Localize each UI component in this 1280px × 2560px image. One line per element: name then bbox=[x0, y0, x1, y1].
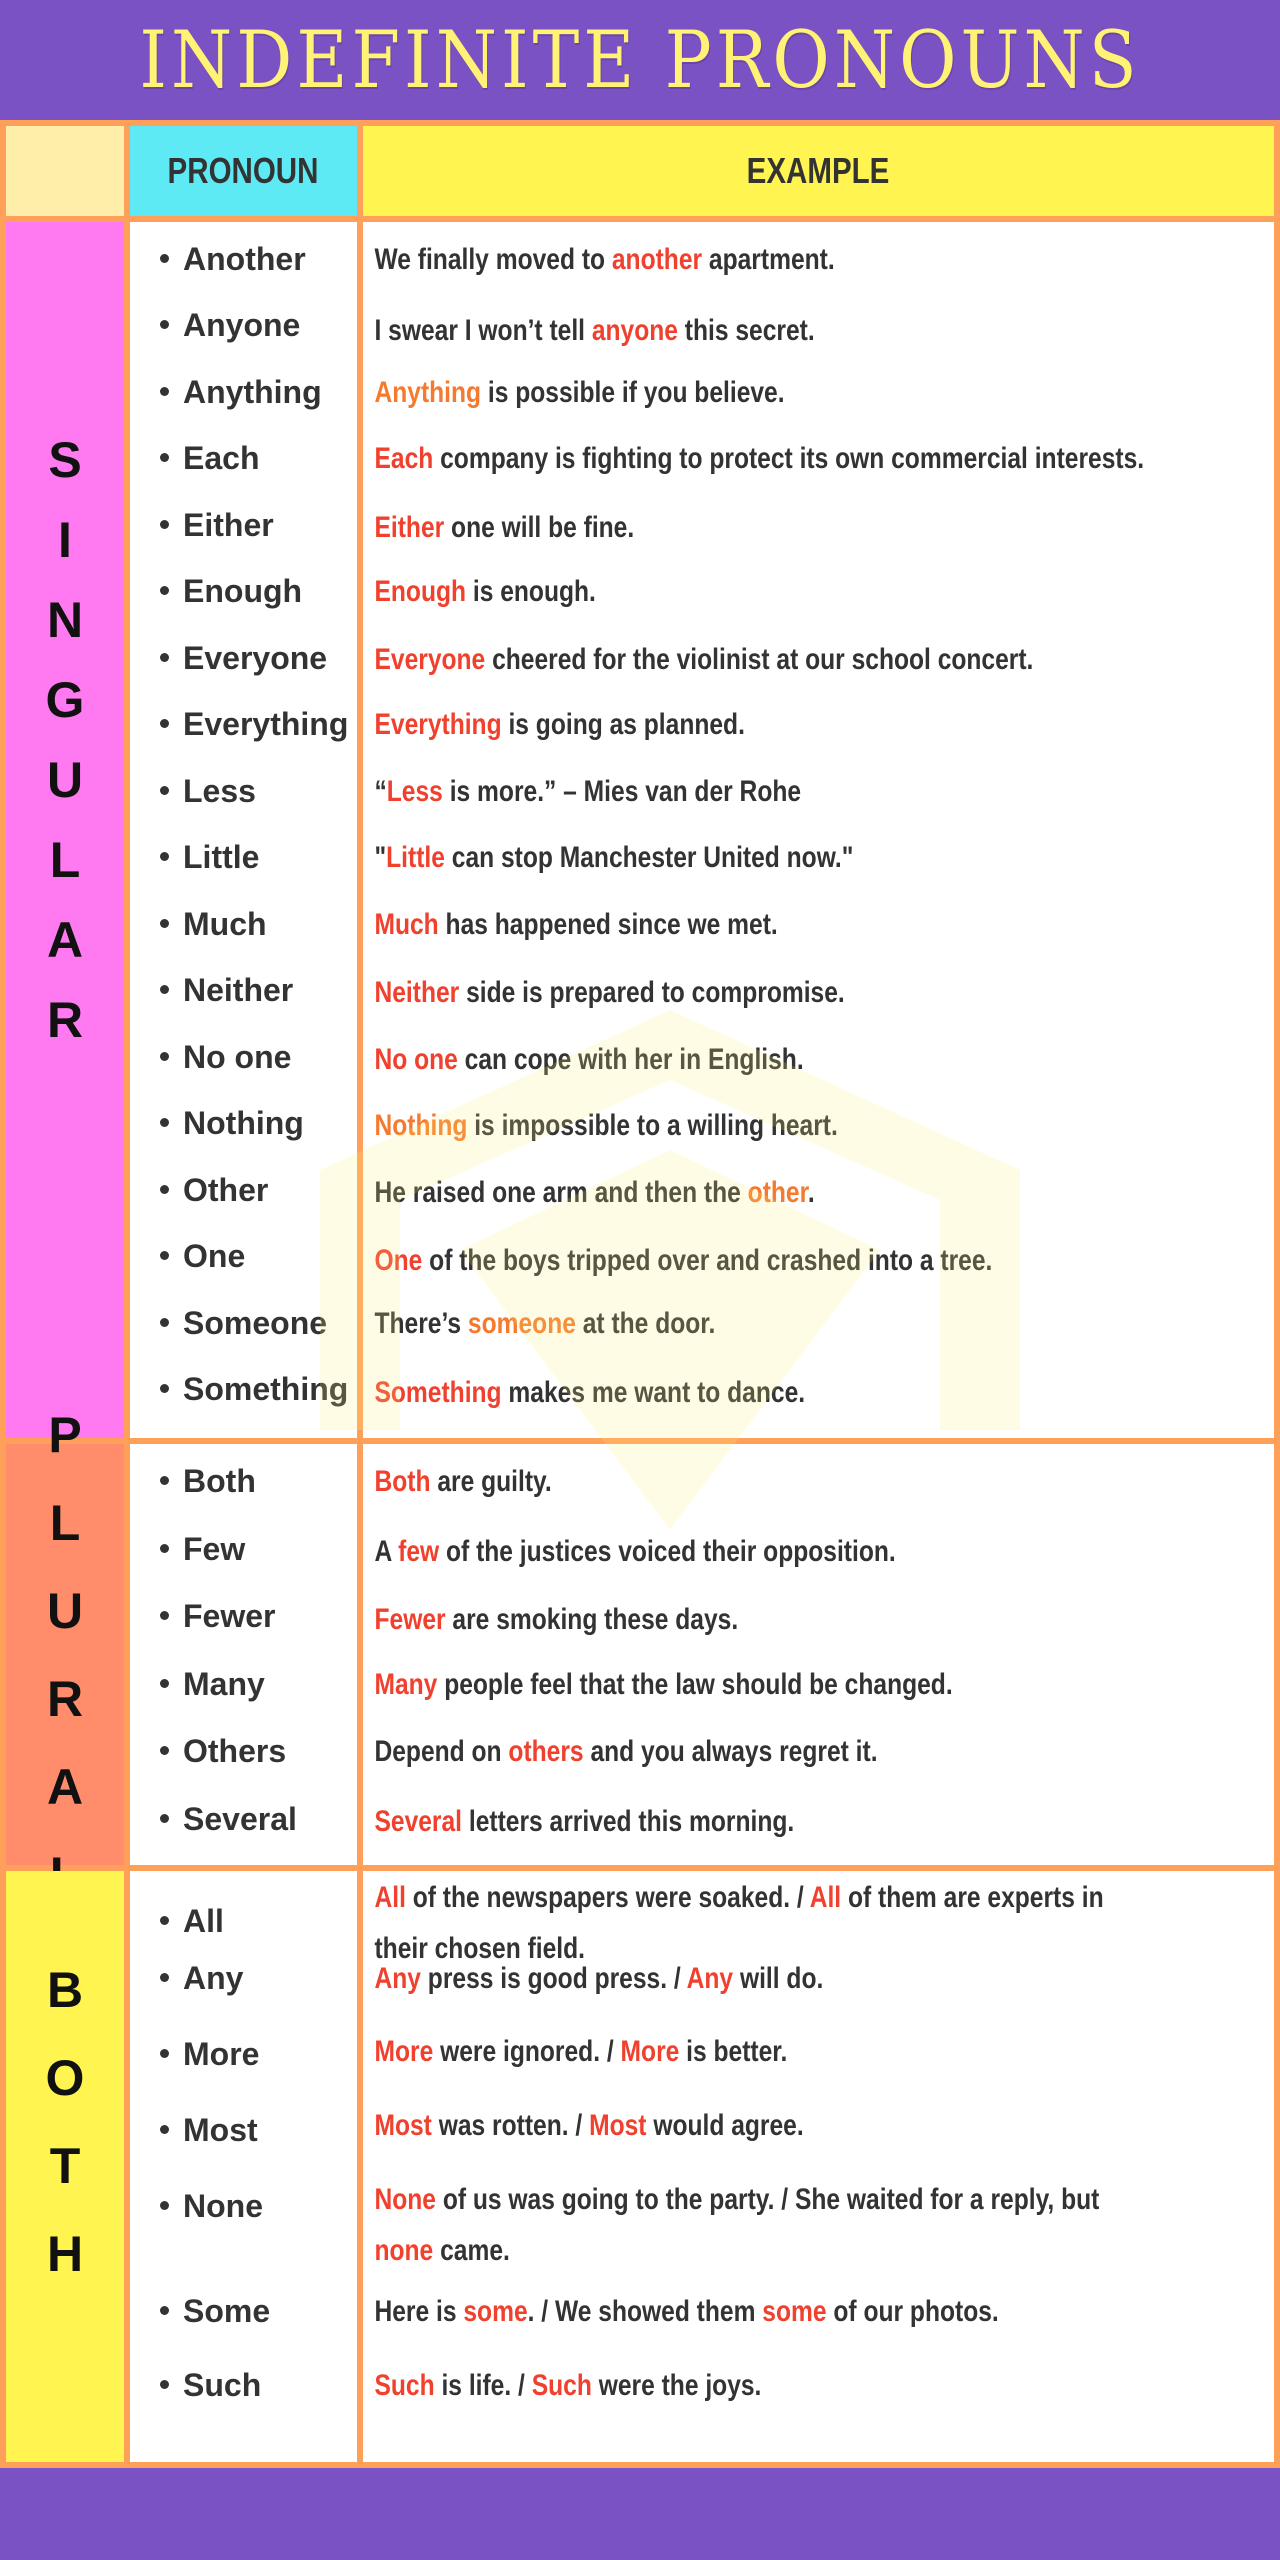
example-sentence bbox=[363, 1798, 1274, 1844]
highlighted-pronoun: Many bbox=[374, 1667, 438, 1701]
highlighted-pronoun: Everyone bbox=[374, 642, 486, 676]
header-blank-cell bbox=[6, 126, 124, 216]
pronoun-table bbox=[0, 120, 1280, 2468]
highlighted-pronoun: few bbox=[398, 1534, 440, 1568]
section-label-letter: I bbox=[58, 512, 72, 568]
pronoun-label: Either bbox=[183, 506, 274, 543]
pronoun-label: Everyone bbox=[183, 639, 328, 676]
section-label-singular bbox=[6, 222, 124, 1438]
pronoun-list-item bbox=[130, 569, 357, 613]
bullet-icon bbox=[160, 2380, 169, 2389]
example-sentence bbox=[363, 1528, 1274, 1574]
pronoun-label: Everything bbox=[183, 705, 349, 742]
example-text: He raised one arm and then the bbox=[374, 1175, 748, 1209]
highlighted-pronoun: Most bbox=[374, 2108, 432, 2142]
section-label-text bbox=[45, 432, 85, 1048]
bullet-icon bbox=[160, 985, 169, 994]
example-text: is going as planned. bbox=[501, 707, 745, 741]
example-text: one will be fine. bbox=[444, 510, 635, 544]
pronoun-label: One bbox=[183, 1237, 246, 1274]
pronoun-list-item bbox=[130, 2108, 357, 2152]
section-label-letter: A bbox=[46, 1758, 84, 1815]
pronoun-list-item bbox=[130, 636, 357, 680]
pronoun-list-item bbox=[130, 2289, 357, 2333]
example-sentence bbox=[363, 1300, 1274, 1346]
example-sentence bbox=[363, 1596, 1274, 1642]
pronoun-list-item bbox=[130, 835, 357, 879]
pronoun-label: All bbox=[183, 1902, 224, 1939]
example-column-plural bbox=[363, 1444, 1274, 1865]
example-text: cheered for the violinist at our school concert. bbox=[485, 642, 1034, 676]
pronoun-column-plural bbox=[130, 1444, 357, 1865]
pronoun-list-item bbox=[130, 1729, 357, 1773]
example-sentence bbox=[363, 2362, 1274, 2408]
bullet-icon bbox=[160, 320, 169, 329]
title-banner bbox=[0, 0, 1280, 120]
page-title: INDEFINITE PRONOUNS bbox=[139, 14, 1141, 106]
pronoun-label: Many bbox=[183, 1665, 265, 1702]
example-text: . / We showed them bbox=[527, 2294, 763, 2328]
example-column-both bbox=[363, 1871, 1274, 2462]
pronoun-label: Anything bbox=[183, 373, 322, 410]
example-sentence bbox=[363, 504, 1274, 550]
highlighted-pronoun: More bbox=[374, 2034, 434, 2068]
highlighted-pronoun: Much bbox=[374, 907, 439, 941]
pronoun-list-item bbox=[130, 1956, 357, 2000]
pronoun-list-item bbox=[130, 1662, 357, 1706]
example-text: people feel that the law should be changed. bbox=[437, 1667, 953, 1701]
example-text: are guilty. bbox=[430, 1464, 552, 1498]
example-text: of the justices voiced their opposition. bbox=[439, 1534, 896, 1568]
bullet-icon bbox=[160, 1679, 169, 1688]
highlighted-pronoun: No one bbox=[374, 1042, 458, 1076]
example-text: were ignored. / bbox=[433, 2034, 621, 2068]
bullet-icon bbox=[160, 1052, 169, 1061]
section-label-letter: L bbox=[49, 1494, 81, 1551]
example-sentence bbox=[363, 969, 1274, 1015]
bullet-icon bbox=[160, 1544, 169, 1553]
example-sentence bbox=[363, 834, 1274, 880]
highlighted-pronoun: Any bbox=[686, 1961, 734, 1995]
pronoun-list-item bbox=[130, 1527, 357, 1571]
example-text: . bbox=[807, 1175, 815, 1209]
example-sentence bbox=[363, 2102, 1274, 2148]
section-label-text bbox=[46, 1406, 84, 1900]
header-pronoun-label: PRONOUN bbox=[168, 150, 319, 191]
example-text: can stop Manchester United now." bbox=[444, 840, 854, 874]
example-text: company is fighting to protect its own commercial interests. bbox=[433, 441, 1145, 475]
example-column-singular bbox=[363, 222, 1274, 1438]
bullet-icon bbox=[160, 1476, 169, 1485]
pronoun-column-both bbox=[130, 1871, 357, 2462]
highlighted-pronoun: Nothing bbox=[374, 1108, 468, 1142]
pronoun-list-item bbox=[130, 1367, 357, 1411]
example-text: Depend on bbox=[374, 1734, 509, 1768]
pronoun-label: Someone bbox=[183, 1304, 328, 1341]
bullet-icon bbox=[160, 1251, 169, 1260]
highlighted-pronoun: Anything bbox=[374, 375, 482, 409]
section-label-text bbox=[45, 1961, 85, 2282]
highlighted-pronoun: None bbox=[374, 2183, 436, 2216]
highlighted-pronoun: other bbox=[747, 1175, 808, 1209]
bullet-icon bbox=[160, 719, 169, 728]
example-text: was rotten. / bbox=[431, 2108, 590, 2142]
bullet-icon bbox=[160, 586, 169, 595]
pronoun-list-item bbox=[130, 968, 357, 1012]
highlighted-pronoun: Either bbox=[374, 510, 445, 544]
pronoun-list-item bbox=[130, 1234, 357, 1278]
pronoun-list-item bbox=[130, 2184, 357, 2228]
example-text: has happened since we met. bbox=[438, 907, 778, 941]
pronoun-label: Enough bbox=[183, 572, 303, 609]
example-text: press is good press. / bbox=[420, 1961, 687, 1995]
example-text: side is prepared to compromise. bbox=[459, 975, 845, 1009]
example-sentence bbox=[363, 1458, 1274, 1504]
pronoun-label: Both bbox=[183, 1462, 256, 1499]
example-text: is life. / bbox=[434, 2368, 532, 2402]
section-label-letter: A bbox=[46, 912, 84, 968]
section-label-letter: P bbox=[48, 1406, 82, 1463]
pronoun-label: Little bbox=[183, 838, 260, 875]
bullet-icon bbox=[160, 1814, 169, 1823]
example-text: is possible if you believe. bbox=[481, 375, 785, 409]
example-text: " bbox=[374, 840, 387, 874]
section-label-letter: T bbox=[49, 2137, 81, 2194]
highlighted-pronoun: Any bbox=[374, 1961, 421, 1995]
section-label-letter: L bbox=[49, 832, 81, 888]
highlighted-pronoun: Such bbox=[374, 2368, 435, 2402]
pronoun-label: Such bbox=[183, 2366, 262, 2403]
pronoun-list-item bbox=[130, 303, 357, 347]
pronoun-label: Each bbox=[183, 439, 260, 476]
bullet-icon bbox=[160, 453, 169, 462]
example-text: letters arrived this morning. bbox=[462, 1804, 795, 1838]
highlighted-pronoun: anyone bbox=[591, 313, 678, 347]
highlighted-pronoun: All bbox=[374, 1881, 406, 1914]
example-sentence bbox=[363, 2173, 1274, 2277]
example-sentence bbox=[363, 701, 1274, 747]
highlighted-pronoun: All bbox=[809, 1881, 842, 1914]
pronoun-label: Any bbox=[183, 1959, 244, 1996]
section-label-letter: O bbox=[45, 2049, 85, 2106]
example-sentence bbox=[363, 568, 1274, 614]
pronoun-label: Neither bbox=[183, 971, 294, 1008]
example-sentence bbox=[363, 435, 1274, 481]
section-label-letter: R bbox=[46, 1670, 84, 1727]
example-sentence bbox=[363, 636, 1274, 682]
bullet-icon bbox=[160, 254, 169, 263]
header-example-label: EXAMPLE bbox=[747, 150, 890, 191]
pronoun-list-item bbox=[130, 237, 357, 281]
highlighted-pronoun: More bbox=[620, 2034, 680, 2068]
example-sentence bbox=[363, 1661, 1274, 1707]
header-example bbox=[363, 126, 1274, 216]
section-label-plural bbox=[6, 1406, 124, 1865]
pronoun-list-item bbox=[130, 1101, 357, 1145]
pronoun-list-item bbox=[130, 436, 357, 480]
pronoun-list-item bbox=[130, 370, 357, 414]
highlighted-pronoun: some bbox=[762, 2294, 827, 2328]
pronoun-label: Another bbox=[183, 240, 306, 277]
pronoun-label: Several bbox=[183, 1800, 297, 1837]
example-text: is better. bbox=[679, 2034, 788, 2068]
bullet-icon bbox=[160, 786, 169, 795]
section-label-letter: B bbox=[46, 1961, 84, 2018]
bullet-icon bbox=[160, 1384, 169, 1393]
section-label-letter: R bbox=[46, 992, 84, 1048]
example-sentence bbox=[363, 1237, 1274, 1283]
highlighted-pronoun: Such bbox=[531, 2368, 592, 2402]
pronoun-label: Something bbox=[183, 1370, 349, 1407]
highlighted-pronoun: Something bbox=[374, 1375, 502, 1409]
highlighted-pronoun: Enough bbox=[374, 574, 467, 608]
example-text: of the newspapers were soaked. / bbox=[405, 1881, 810, 1914]
example-text: will do. bbox=[733, 1961, 824, 1995]
example-text: I swear I won’t tell bbox=[374, 313, 592, 347]
pronoun-label: Much bbox=[183, 905, 267, 942]
example-text: of the boys tripped over and crashed into a tree. bbox=[422, 1243, 993, 1277]
pronoun-list-item bbox=[130, 1035, 357, 1079]
pronoun-list-item bbox=[130, 902, 357, 946]
example-text: is more.” – Mies van der Rohe bbox=[442, 774, 802, 808]
bullet-icon bbox=[160, 2049, 169, 2058]
pronoun-label: None bbox=[183, 2187, 263, 2224]
pronoun-column-singular bbox=[130, 222, 357, 1438]
example-sentence bbox=[363, 2028, 1274, 2074]
pronoun-list-item bbox=[130, 769, 357, 813]
highlighted-pronoun: Little bbox=[386, 840, 445, 874]
pronoun-label: Most bbox=[183, 2111, 258, 2148]
highlighted-pronoun: Each bbox=[374, 441, 434, 475]
example-text: were the joys. bbox=[591, 2368, 762, 2402]
example-text: makes me want to dance. bbox=[501, 1375, 806, 1409]
example-sentence bbox=[363, 1728, 1274, 1774]
pronoun-label: Anyone bbox=[183, 306, 301, 343]
example-text: can cope with her in English. bbox=[457, 1042, 804, 1076]
pronoun-list-item bbox=[130, 2363, 357, 2407]
example-text: are smoking these days. bbox=[445, 1602, 739, 1636]
example-sentence bbox=[363, 369, 1274, 415]
example-text: of us was going to the party. / She waited for a reply, but bbox=[435, 2183, 1100, 2216]
highlighted-pronoun: Neither bbox=[374, 975, 460, 1009]
pronoun-label: Some bbox=[183, 2292, 271, 2329]
bullet-icon bbox=[160, 387, 169, 396]
pronoun-list-item bbox=[130, 1301, 357, 1345]
bullet-icon bbox=[160, 653, 169, 662]
bullet-icon bbox=[160, 919, 169, 928]
pronoun-list-item bbox=[130, 702, 357, 746]
example-text: is enough. bbox=[466, 574, 596, 608]
highlighted-pronoun: someone bbox=[467, 1306, 576, 1340]
example-text: came. bbox=[433, 2234, 510, 2267]
bullet-icon bbox=[160, 2201, 169, 2210]
highlighted-pronoun: Most bbox=[589, 2108, 647, 2142]
example-sentence bbox=[363, 2288, 1274, 2334]
pronoun-list-item bbox=[130, 1594, 357, 1638]
pronoun-list-item bbox=[130, 503, 357, 547]
pronoun-label: Other bbox=[183, 1171, 269, 1208]
highlighted-pronoun: One bbox=[374, 1243, 423, 1277]
example-text: A bbox=[374, 1534, 399, 1568]
bullet-icon bbox=[160, 1118, 169, 1127]
example-sentence bbox=[363, 1036, 1274, 1082]
highlighted-pronoun: another bbox=[611, 242, 703, 276]
bullet-icon bbox=[160, 2125, 169, 2134]
example-text: of our photos. bbox=[826, 2294, 999, 2328]
bullet-icon bbox=[160, 520, 169, 529]
pronoun-label: Nothing bbox=[183, 1104, 304, 1141]
example-text: We finally moved to bbox=[374, 242, 612, 276]
example-sentence bbox=[363, 1169, 1274, 1215]
highlighted-pronoun: Less bbox=[386, 774, 443, 808]
highlighted-pronoun: others bbox=[508, 1734, 584, 1768]
highlighted-pronoun: Fewer bbox=[374, 1602, 446, 1636]
section-label-letter: S bbox=[48, 432, 82, 488]
example-sentence bbox=[363, 236, 1274, 282]
example-text: “ bbox=[374, 774, 387, 808]
bullet-icon bbox=[160, 1611, 169, 1620]
highlighted-pronoun: Both bbox=[374, 1464, 431, 1498]
pronoun-list-item bbox=[130, 2032, 357, 2076]
bullet-icon bbox=[160, 1318, 169, 1327]
example-text: is impossible to a willing heart. bbox=[467, 1108, 838, 1142]
bullet-icon bbox=[160, 1746, 169, 1755]
section-label-letter: U bbox=[46, 752, 84, 808]
example-sentence bbox=[363, 768, 1274, 814]
bullet-icon bbox=[160, 1185, 169, 1194]
highlighted-pronoun: Several bbox=[374, 1804, 463, 1838]
section-label-letter: N bbox=[46, 592, 84, 648]
header-pronoun bbox=[130, 126, 357, 216]
example-text: and you always regret it. bbox=[583, 1734, 878, 1768]
section-label-letter: H bbox=[46, 2225, 84, 2282]
example-sentence bbox=[363, 307, 1274, 353]
pronoun-label: Less bbox=[183, 772, 256, 809]
section-label-letter: G bbox=[45, 672, 85, 728]
bullet-icon bbox=[160, 2306, 169, 2315]
highlighted-pronoun: some bbox=[463, 2294, 528, 2328]
bullet-icon bbox=[160, 1973, 169, 1982]
pronoun-label: Few bbox=[183, 1530, 246, 1567]
pronoun-label: Others bbox=[183, 1732, 287, 1769]
example-sentence bbox=[363, 1102, 1274, 1148]
pronoun-label: Fewer bbox=[183, 1597, 276, 1634]
example-text: would agree. bbox=[646, 2108, 804, 2142]
pronoun-list-item bbox=[130, 1797, 357, 1841]
example-sentence bbox=[363, 901, 1274, 947]
highlighted-pronoun: Everything bbox=[374, 707, 502, 741]
pronoun-list-item bbox=[130, 1168, 357, 1212]
pronoun-list-item bbox=[130, 1899, 357, 1943]
example-text: Here is bbox=[374, 2294, 464, 2328]
pronoun-label: More bbox=[183, 2035, 260, 2072]
example-text: of them are experts in their chosen field. bbox=[374, 1881, 1104, 1965]
section-label-both bbox=[6, 1871, 124, 2462]
example-sentence bbox=[363, 1369, 1274, 1415]
bullet-icon bbox=[160, 852, 169, 861]
example-text: this secret. bbox=[677, 313, 815, 347]
bullet-icon bbox=[160, 1916, 169, 1925]
pronoun-label: No one bbox=[183, 1038, 292, 1075]
section-label-letter: U bbox=[46, 1582, 84, 1639]
pronoun-list-item bbox=[130, 1459, 357, 1503]
example-text: apartment. bbox=[702, 242, 835, 276]
example-text: at the door. bbox=[575, 1306, 716, 1340]
example-text: There’s bbox=[374, 1306, 468, 1340]
example-sentence bbox=[363, 1955, 1274, 2001]
highlighted-pronoun: none bbox=[374, 2234, 434, 2267]
